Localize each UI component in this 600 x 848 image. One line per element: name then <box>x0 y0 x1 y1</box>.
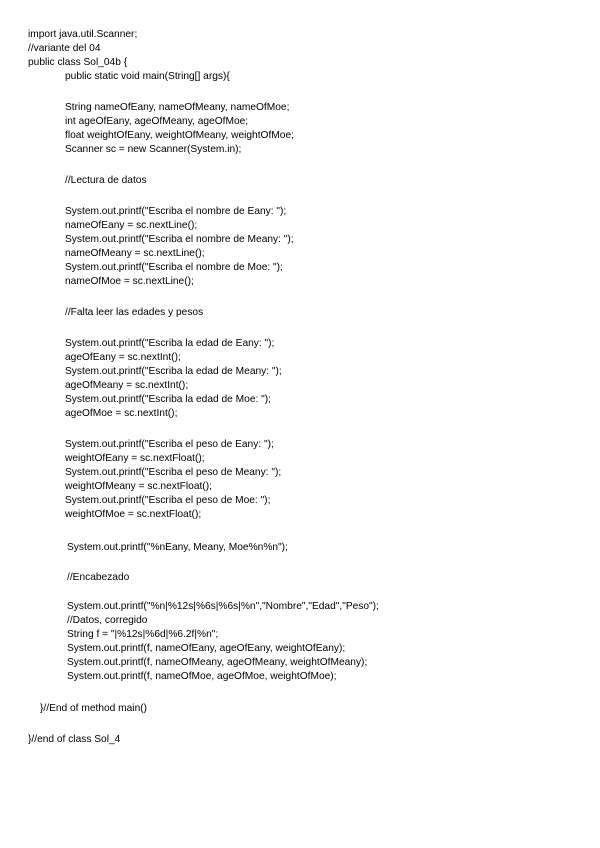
code-line: weightOfMeany = sc.nextFloat(); <box>65 481 212 492</box>
code-line: public static void main(String[] args){ <box>65 71 230 82</box>
code-line: System.out.printf(f, nameOfMoe, ageOfMoe, weightOfMoe); <box>67 671 337 682</box>
code-line: System.out.printf("Escriba la edad de Meany: "); <box>65 366 282 377</box>
code-line: nameOfMoe = sc.nextLine(); <box>65 276 194 287</box>
code-line: System.out.printf("Escriba el peso de Eany: "); <box>65 439 274 450</box>
code-line: import java.util.Scanner; <box>28 29 138 40</box>
code-line: float weightOfEany, weightOfMeany, weightOfMoe; <box>65 130 294 141</box>
code-line: System.out.printf(f, nameOfEany, ageOfEany, weightOfEany); <box>67 643 346 654</box>
code-line: String f = "|%12s|%6d|%6.2f|%n"; <box>67 629 219 640</box>
code-line: String nameOfEany, nameOfMeany, nameOfMoe; <box>65 102 290 113</box>
code-line: //Lectura de datos <box>65 175 147 186</box>
code-line: Scanner sc = new Scanner(System.in); <box>65 144 242 155</box>
code-line: //Datos, corregido <box>67 615 148 626</box>
code-line: System.out.printf("Escriba el nombre de Meany: "); <box>65 234 294 245</box>
code-line: //Encabezado <box>67 572 130 583</box>
code-line: System.out.printf("Escriba la edad de Moe: "); <box>65 394 271 405</box>
code-line: ageOfEany = sc.nextInt(); <box>65 352 181 363</box>
code-line: System.out.printf("Escriba la edad de Eany: "); <box>65 338 275 349</box>
code-line: weightOfEany = sc.nextFloat(); <box>65 453 205 464</box>
code-line: System.out.printf("Escriba el nombre de Moe: "); <box>65 262 283 273</box>
code-line: }//End of method main() <box>40 703 148 714</box>
code-line: nameOfEany = sc.nextLine(); <box>65 220 198 231</box>
code-line: weightOfMoe = sc.nextFloat(); <box>65 509 202 520</box>
code-line: nameOfMeany = sc.nextLine(); <box>65 248 205 259</box>
code-line: System.out.printf("Escriba el nombre de Eany: "); <box>65 206 287 217</box>
code-line: System.out.printf("%n|%12s|%6s|%6s|%n","Nombre","Edad","Peso"); <box>67 601 379 612</box>
code-line: //Falta leer las edades y pesos <box>65 307 204 318</box>
code-line: public class Sol_04b { <box>28 57 128 68</box>
code-line: System.out.printf("%nEany, Meany, Moe%n%n"); <box>67 542 288 553</box>
code-line: //variante del 04 <box>28 43 101 54</box>
code-line: ageOfMeany = sc.nextInt(); <box>65 380 189 391</box>
code-line: System.out.printf("Escriba el peso de Meany: "); <box>65 467 282 478</box>
code-line: System.out.printf("Escriba el peso de Moe: "); <box>65 495 271 506</box>
code-line: int ageOfEany, ageOfMeany, ageOfMoe; <box>65 116 249 127</box>
code-line: }//end of class Sol_4 <box>28 734 121 745</box>
code-line: System.out.printf(f, nameOfMeany, ageOfMeany, weightOfMeany); <box>67 657 368 668</box>
code-line: ageOfMoe = sc.nextInt(); <box>65 408 178 419</box>
